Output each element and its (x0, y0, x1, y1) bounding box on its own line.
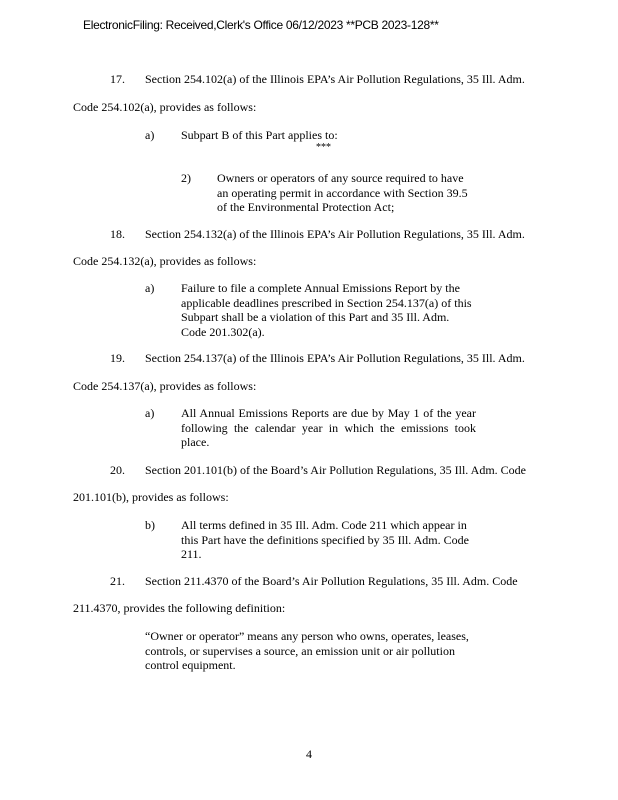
quote-label: a) (145, 406, 155, 420)
paragraph-text-line: Section 254.102(a) of the Illinois EPA’s Air Pollution Regulations, 35 Ill. Adm. (145, 72, 525, 86)
sub-quote-text: Owners or operators of any source required to have an operating permit in accordance with Section 39.5 of the Environmental Protection Act; (217, 171, 468, 214)
paragraph-text-line: Section 254.137(a) of the Illinois EPA’s Air Pollution Regulations, 35 Ill. Adm. (145, 351, 525, 365)
paragraph-text-line: Code 254.132(a), provides as follows: (73, 254, 257, 268)
quote-text: Failure to file a complete Annual Emissions Report by the applicable deadlines prescribed in Section 254.137(a) of this Subpart shall be a violation of this Part and 35 Ill. Adm. Code 201.302(a). (181, 281, 472, 339)
quote-label: a) (145, 128, 155, 142)
quote-label: b) (145, 518, 155, 532)
filing-header: ElectronicFiling: Received,Clerk's Office 06/12/2023 **PCB 2023-128** (83, 18, 439, 32)
paragraph-text-line: Section 211.4370 of the Board’s Air Pollution Regulations, 35 Ill. Adm. Code (145, 574, 518, 588)
paragraph-text-line: Section 254.132(a) of the Illinois EPA’s Air Pollution Regulations, 35 Ill. Adm. (145, 227, 525, 241)
paragraph-text-line: Code 254.137(a), provides as follows: (73, 379, 257, 393)
quote-text: All terms defined in 35 Ill. Adm. Code 211 which appear in this Part have the definitions specified by 35 Ill. Adm. Code 211. (181, 518, 469, 561)
paragraph-text-line: Code 254.102(a), provides as follows: (73, 100, 257, 114)
quote-label: a) (145, 281, 155, 295)
page-number: 4 (306, 747, 312, 761)
paragraph-number: 19. (110, 351, 125, 365)
paragraph-number: 18. (110, 227, 125, 241)
paragraph-number: 17. (110, 72, 125, 86)
paragraph-text-line: 201.101(b), provides as follows: (73, 490, 229, 504)
paragraph-text-line: Section 201.101(b) of the Board’s Air Pollution Regulations, 35 Ill. Adm. Code (145, 463, 526, 477)
paragraph-number: 20. (110, 463, 125, 477)
paragraph-text-line: 211.4370, provides the following definition: (73, 601, 286, 615)
definition-quote: “Owner or operator” means any person who owns, operates, leases, controls, or supervises a source, an emission unit or air pollution control equipment. (145, 629, 469, 672)
quote-text: All Annual Emissions Reports are due by May 1 of the year following the calendar year in which the emissions took place. (181, 406, 476, 449)
quote-text: Subpart B of this Part applies to: (181, 128, 338, 142)
paragraph-number: 21. (110, 574, 125, 588)
omission-marker: *** (316, 142, 331, 153)
sub-quote-label: 2) (181, 171, 191, 185)
